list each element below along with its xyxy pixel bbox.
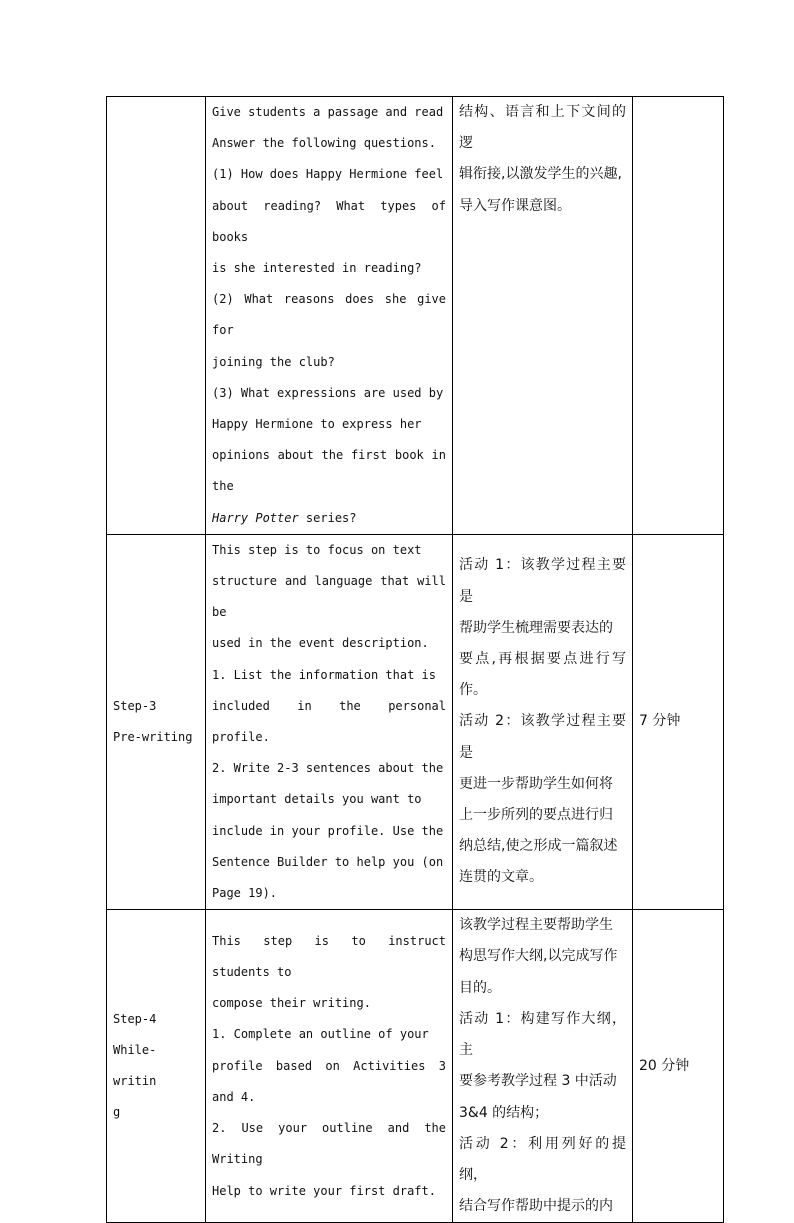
step-cell (107, 910, 206, 1223)
procedure-line: 1. Complete an outline of your (212, 1027, 429, 1042)
procedure-line: Page 19). (212, 886, 278, 901)
procedure-line: (3) What expressions are used by (212, 385, 444, 400)
purpose-cell (453, 910, 633, 1223)
purpose-line: 帮助学生梳理需要表达的 (459, 619, 613, 636)
procedure-line: include in your profile. Use the (212, 823, 444, 838)
time-cell: 7 分钟 (633, 534, 724, 909)
procedure-cell (206, 97, 453, 535)
procedure-line (212, 503, 446, 534)
purpose-line: 纳总结,使之形成一篇叙述 (459, 838, 618, 855)
purpose-line: 目的。 (459, 979, 501, 996)
procedure-line: profile based on Activities 3 and 4. (212, 1058, 446, 1104)
book-title: Harry Potter (212, 510, 299, 525)
procedure-line: included in the personal profile. (212, 698, 446, 745)
purpose-line: 辑衔接,以激发学生的兴趣, (459, 166, 622, 183)
purpose-line: 要参考教学过程 3 中活动 (459, 1073, 617, 1090)
purpose-line: 上一步所列的要点进行归 (459, 807, 613, 824)
procedure-line: opinions about the first book in the (212, 448, 446, 494)
procedure-line: This step is to instruct students to (212, 933, 446, 980)
purpose-line: 活动 1：该教学过程主要是 (459, 557, 626, 605)
purpose-line: 更进一步帮助学生如何将 (459, 775, 613, 792)
procedure-line: Happy Hermione to express her (212, 417, 422, 432)
time-cell: 20 分钟 (633, 910, 724, 1223)
step-stage-wrap: g (113, 1105, 121, 1120)
procedure-line: This step is to focus on text (212, 542, 422, 557)
purpose-line: 导入写作课意图。 (459, 197, 571, 214)
procedure-line: Answer the following questions. (212, 136, 436, 151)
purpose-line: 活动 2：该教学过程主要是 (459, 713, 626, 761)
procedure-line: is she interested in reading? (212, 261, 422, 276)
procedure-line: 2. Write 2-3 sentences about the (212, 761, 444, 776)
table-row (107, 910, 724, 1223)
purpose-line: 要点,再根据要点进行写作。 (459, 651, 626, 699)
purpose-cell (453, 534, 633, 909)
procedure-line: used in the event description. (212, 636, 429, 651)
step-cell (107, 534, 206, 909)
purpose-line: 结构、语言和上下文间的逻 (459, 104, 626, 152)
procedure-cell (206, 534, 453, 909)
purpose-line: 该教学过程主要帮助学生 (459, 917, 613, 934)
time-cell (633, 97, 724, 535)
step-cell (107, 97, 206, 535)
lesson-plan-table (106, 96, 724, 1223)
purpose-line: 活动 1：构建写作大纲，主 (459, 1010, 626, 1059)
procedure-line: (1) How does Happy Hermione feel (212, 167, 444, 182)
step-name: Step-4 (113, 1012, 157, 1027)
procedure-line: (2) What reasons does she give for (212, 292, 446, 338)
table-row (107, 534, 724, 909)
procedure-line: 1. List the information that is (212, 667, 436, 682)
procedure-line: Sentence Builder to help you (on (212, 854, 444, 869)
purpose-line: 结合写作帮助中提示的内 (459, 1198, 613, 1215)
purpose-cell (453, 97, 633, 535)
procedure-line-rest: series? (298, 510, 357, 525)
procedure-line: important details you want to (212, 792, 422, 807)
procedure-line: compose their writing. (212, 996, 371, 1011)
procedure-line: structure and language that will be (212, 574, 446, 620)
table-row (107, 97, 724, 535)
procedure-line: Give students a passage and read (212, 105, 444, 119)
step-stage: While-writin (113, 1043, 157, 1089)
purpose-line: 构思写作大纲,以完成写作 (459, 948, 618, 965)
purpose-line: 3&4 的结构； (459, 1104, 549, 1121)
step-name: Step-3 (113, 699, 157, 714)
procedure-line: Help to write your first draft. (212, 1183, 436, 1198)
purpose-line: 活动 2：利用列好的提纲， (459, 1135, 626, 1183)
procedure-line: joining the club? (212, 354, 335, 369)
purpose-line: 连贯的文章。 (459, 869, 543, 886)
procedure-cell (206, 910, 453, 1223)
step-stage: Pre-writing (113, 730, 193, 745)
procedure-line: about reading? What types of books (212, 198, 446, 244)
procedure-line: 2. Use your outline and the Writing (212, 1121, 446, 1167)
